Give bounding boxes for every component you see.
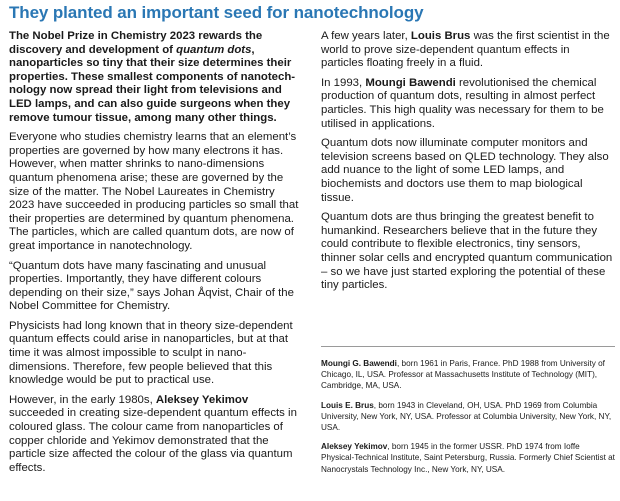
body-paragraph: Physicists had long known that in theory size-dependent quantum effects could arise in nanoparticles, but at that time it was almost impossible to sculpt in nano-dimensions. Therefore, few people believed that this knowledge would be put to practical use. bbox=[9, 319, 293, 387]
divider bbox=[321, 346, 615, 347]
bio-name: Louis E. Brus bbox=[321, 400, 374, 410]
lead-text-1: The Nobel Prize in Chemistry 2023 rewards the discovery and development of bbox=[9, 30, 263, 56]
body-paragraph bbox=[321, 30, 615, 71]
laureate-name: Moungi Bawendi bbox=[365, 76, 456, 89]
body-paragraph: Everyone who studies chemistry learns that an element’s properties are governed by how many electrons it has. However, when matter shrinks to nano-dimensions quantum phenomena arise; these are governed by the size of the matter. The Nobel Laureates in Chemistry 2023 have succeeded in producing particles so small that their properties are determined by quantum phenomena. The particles, which are called quantum dots, are now of great importance in nanotechnology. bbox=[9, 131, 299, 252]
bio-text: , born 1943 in Cleveland, OH, USA. PhD 1969 from Columbia University, New York, NY, USA. Professor at Columbia University, New York, NY, USA. bbox=[321, 400, 612, 433]
laureate-name: Louis Brus bbox=[410, 30, 471, 42]
text-run: In 1993, bbox=[321, 76, 366, 89]
body-paragraph: Quantum dots are thus bringing the greatest benefit to humankind. Researchers believe that in the future they could contribute to flexible electronics, tiny sensors, thinner solar cells and encrypted quantum communication – so we have just started exploring the potential of these tiny particles. bbox=[321, 211, 613, 292]
bio-name: Moungi G. Bawendi bbox=[321, 359, 397, 368]
laureate-name: Aleksey Yekimov bbox=[155, 393, 249, 406]
bio-text: , born 1945 in the former USSR. PhD 1974 from Ioffe Physical-Technical Institute, Saint Petersburg, Russia. Formerly Chief Scientist at Nanocrystals Technology Inc., New York, NY, USA. bbox=[321, 442, 615, 474]
bio-text: , born 1961 in Paris, France. PhD 1988 from University of Chicago, IL, USA. Professor at Massachusetts Institute of Technology (MIT), Cambridge, MA, USA. bbox=[321, 359, 605, 391]
text-run: was the first scientist in the world to prove size-dependent quantum effects in particles floating freely in a fluid. bbox=[321, 30, 610, 70]
bio-yekimov bbox=[321, 441, 615, 475]
bio-name: Aleksey Yekimov bbox=[321, 442, 388, 452]
bio-bawendi bbox=[321, 358, 615, 392]
body-paragraph bbox=[321, 77, 615, 131]
left-column bbox=[9, 30, 303, 481]
body-paragraph bbox=[9, 394, 303, 476]
lead-term-quantum-dots: quantum dots bbox=[176, 43, 252, 56]
body-paragraph: Quantum dots now illuminate computer monitors and television screens based on QLED technology. They also add nuance to the light of some LED lamps, and biochemists and doctors use them to map biological tissue. bbox=[321, 137, 609, 204]
text-run: A few years later, bbox=[321, 30, 411, 42]
article-title: They planted an important seed for nanotechnology bbox=[9, 3, 424, 22]
lead-paragraph bbox=[9, 30, 303, 125]
quote-paragraph: “Quantum dots have many fascinating and unusual properties. Importantly, they have different colours depending on their size,” says Johan Åqvist, Chair of the Nobel Committee for Chemistry. bbox=[9, 259, 294, 313]
bio-brus bbox=[321, 400, 615, 434]
text-run: revolutionised the chemical production of quantum dots, resulting in almost perfect particles. This high quality was necessary for them to be utilised in applications. bbox=[321, 76, 604, 130]
text-run: succeeded in creating size-dependent quantum effects in coloured glass. The colour came from nanoparticles of copper chloride and Yekimov demonstrated that the particle size affected the colour of the glass via quantum effects. bbox=[9, 407, 297, 474]
text-run: However, in the early 1980s, bbox=[9, 393, 156, 406]
right-column bbox=[321, 30, 615, 299]
laureate-bios bbox=[321, 346, 615, 483]
lead-text-2: , nanoparticles so tiny that their size determines their properties. These smallest components of nanotech-nology now spread their light from televisions and LED lamps, and can also guide surgeons when they remove tumour tissue, among many other things. bbox=[9, 43, 296, 124]
